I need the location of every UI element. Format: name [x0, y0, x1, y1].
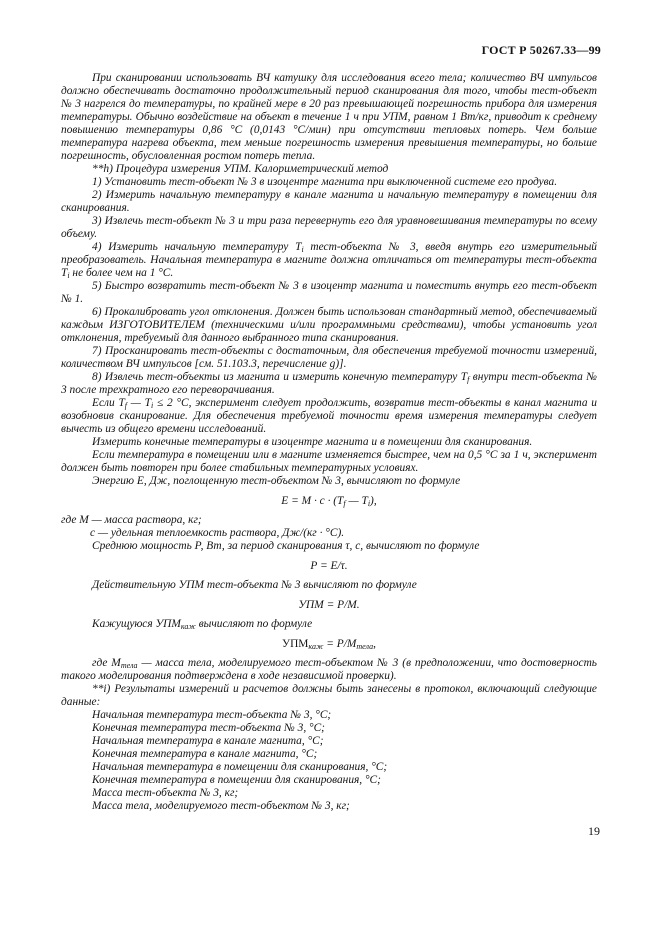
power-formula: P = E/τ.	[310, 560, 348, 572]
procedure-h-heading: **h) Процедура измерения УПМ. Калориметрический метод	[92, 163, 389, 175]
apparent-sar-formula: $УПМ_{каж} = P/M_{тела}$,	[282, 638, 376, 651]
energy-formula: $E = M \cdot c \cdot (T_f$ — $T_i$),	[281, 495, 377, 508]
sar-formula: УПМ = Р/М.	[298, 599, 360, 611]
sar-intro: Действительную УПМ тест-объекта № 3 вычисляют по формуле	[92, 579, 417, 591]
scan-paragraph: При сканировании использовать ВЧ катушку для исследования всего тела; количество ВЧ импульсов должно обеспечивать достаточно продолжительный период сканирования для того, чтобы тест-объект № 3 нагрелся до температуры, по крайней мере в 20 раз превышающей погрешность прибора для измерения температуры. Обычно воздействие на объект в течение 1 ч при УПМ, равном 1 Вт/кг, приводит к среднему повышению температуры 0,86 °С (0,0143 °С/мин) при отсутствии тепловых потерь. Чем больше температура нагрева объекта, тем меньше погрешность измерения превышения температуры, но больше погрешность, обусловленная ростом потерь тепла.	[61, 72, 597, 162]
step-6: 6) Прокалибровать угол отклонения. Должен быть использован стандартный метод, обеспечиваемый каждым ИЗГОТОВИТЕЛЕМ (техническими и/или программными средствами), чтобы установить угол отклонения, требуемый для данного выбранного типа сканирования.	[61, 306, 597, 344]
list-item: Масса тест-объекта № 3, кг;	[92, 787, 239, 799]
step-4: 4) Измерить начальную температуру $T_i$ тест-объекта № 3, введя внутрь его измерительный преобразователь. Начальная температура в магните должна отличаться от температуры тест-объекта $T_i$ не более чем на 1 °С.	[61, 241, 597, 280]
where-body-mass: где $М_{тела}$ — масса тела, моделируемого тест-объектом № 3 (в предположении, что достоверность такого моделирования подтверждена в ходе независимой проверки).	[61, 657, 597, 682]
power-intro: Среднюю мощность Р, Вт, за период сканирования τ, с, вычисляют по формуле	[92, 540, 480, 552]
step-11: Если температура в помещении или в магните изменяется быстрее, чем на 0,5 °С за 1 ч, эксперимент должен быть повторен при более стабильных температурных условиях.	[61, 449, 597, 474]
apparent-sar-intro: Кажущуюся $УПМ_{каж}$ вычисляют по формуле	[92, 618, 313, 631]
list-item: Конечная температура в помещении для сканирования, °С;	[92, 774, 381, 786]
list-item: Конечная температура в канале магнита, °С;	[92, 748, 318, 760]
list-item: Масса тела, моделируемого тест-объектом № 3, кг;	[92, 800, 350, 812]
step-2: 2) Измерить начальную температуру в канале магнита и начальную температуру в помещении для сканирования.	[61, 189, 597, 214]
step-10: Измерить конечные температуры в изоцентре магнита и в помещении для сканирования.	[92, 436, 533, 448]
step-9: Если $T_f$ — $T_i \le 2$ °С, эксперимент следует продолжить, возвратив тест-объекты в канал магнита и возобновив сканирование. Для обеспечения требуемой точности время измерения температуры следует вычесть из общего времени исследований.	[61, 397, 597, 435]
where-heat-capacity: с — удельная теплоемкость раствора, Дж/(кг · °С).	[90, 527, 345, 539]
step-8: 8) Извлечь тест-объекты из магнита и измерить конечную температуру $T_f$ внутри тест-объекта № 3 после трехкратного его переворачивания.	[61, 371, 597, 396]
results-i-heading: **i) Результаты измерений и расчетов должны быть занесены в протокол, включающий следующие данные:	[61, 683, 597, 708]
step-1: 1) Установить тест-объект № 3 в изоцентре магнита при выключенной системе его продува.	[92, 176, 558, 188]
standard-header: ГОСТ Р 50267.33—99	[481, 43, 601, 57]
where-mass: где М — масса раствора, кг;	[61, 514, 202, 526]
list-item: Начальная температура в канале магнита, °С;	[92, 735, 324, 747]
list-item: Начальная температура в помещении для сканирования, °С;	[92, 761, 388, 773]
step-3: 3) Извлечь тест-объект № 3 и три раза перевернуть его для уравновешивания температуры по всему объему.	[61, 215, 597, 240]
list-item: Начальная температура тест-объекта № 3, °С;	[92, 709, 332, 721]
document-body	[61, 72, 597, 813]
step-7: 7) Просканировать тест-объекты с достаточным, для обеспечения требуемой точности измерений, количеством ВЧ импульсов [см. 51.103.3, перечисление g)].	[61, 345, 597, 370]
step-5: 5) Быстро возвратить тест-объект № 3 в изоцентр магнита и поместить внутрь его тест-объект № 1.	[61, 280, 597, 305]
energy-intro: Энергию Е, Дж, поглощенную тест-объектом № 3, вычисляют по формуле	[92, 475, 461, 487]
list-item: Конечная температура тест-объекта № 3, °С;	[92, 722, 325, 734]
page-number: 19	[588, 824, 600, 838]
